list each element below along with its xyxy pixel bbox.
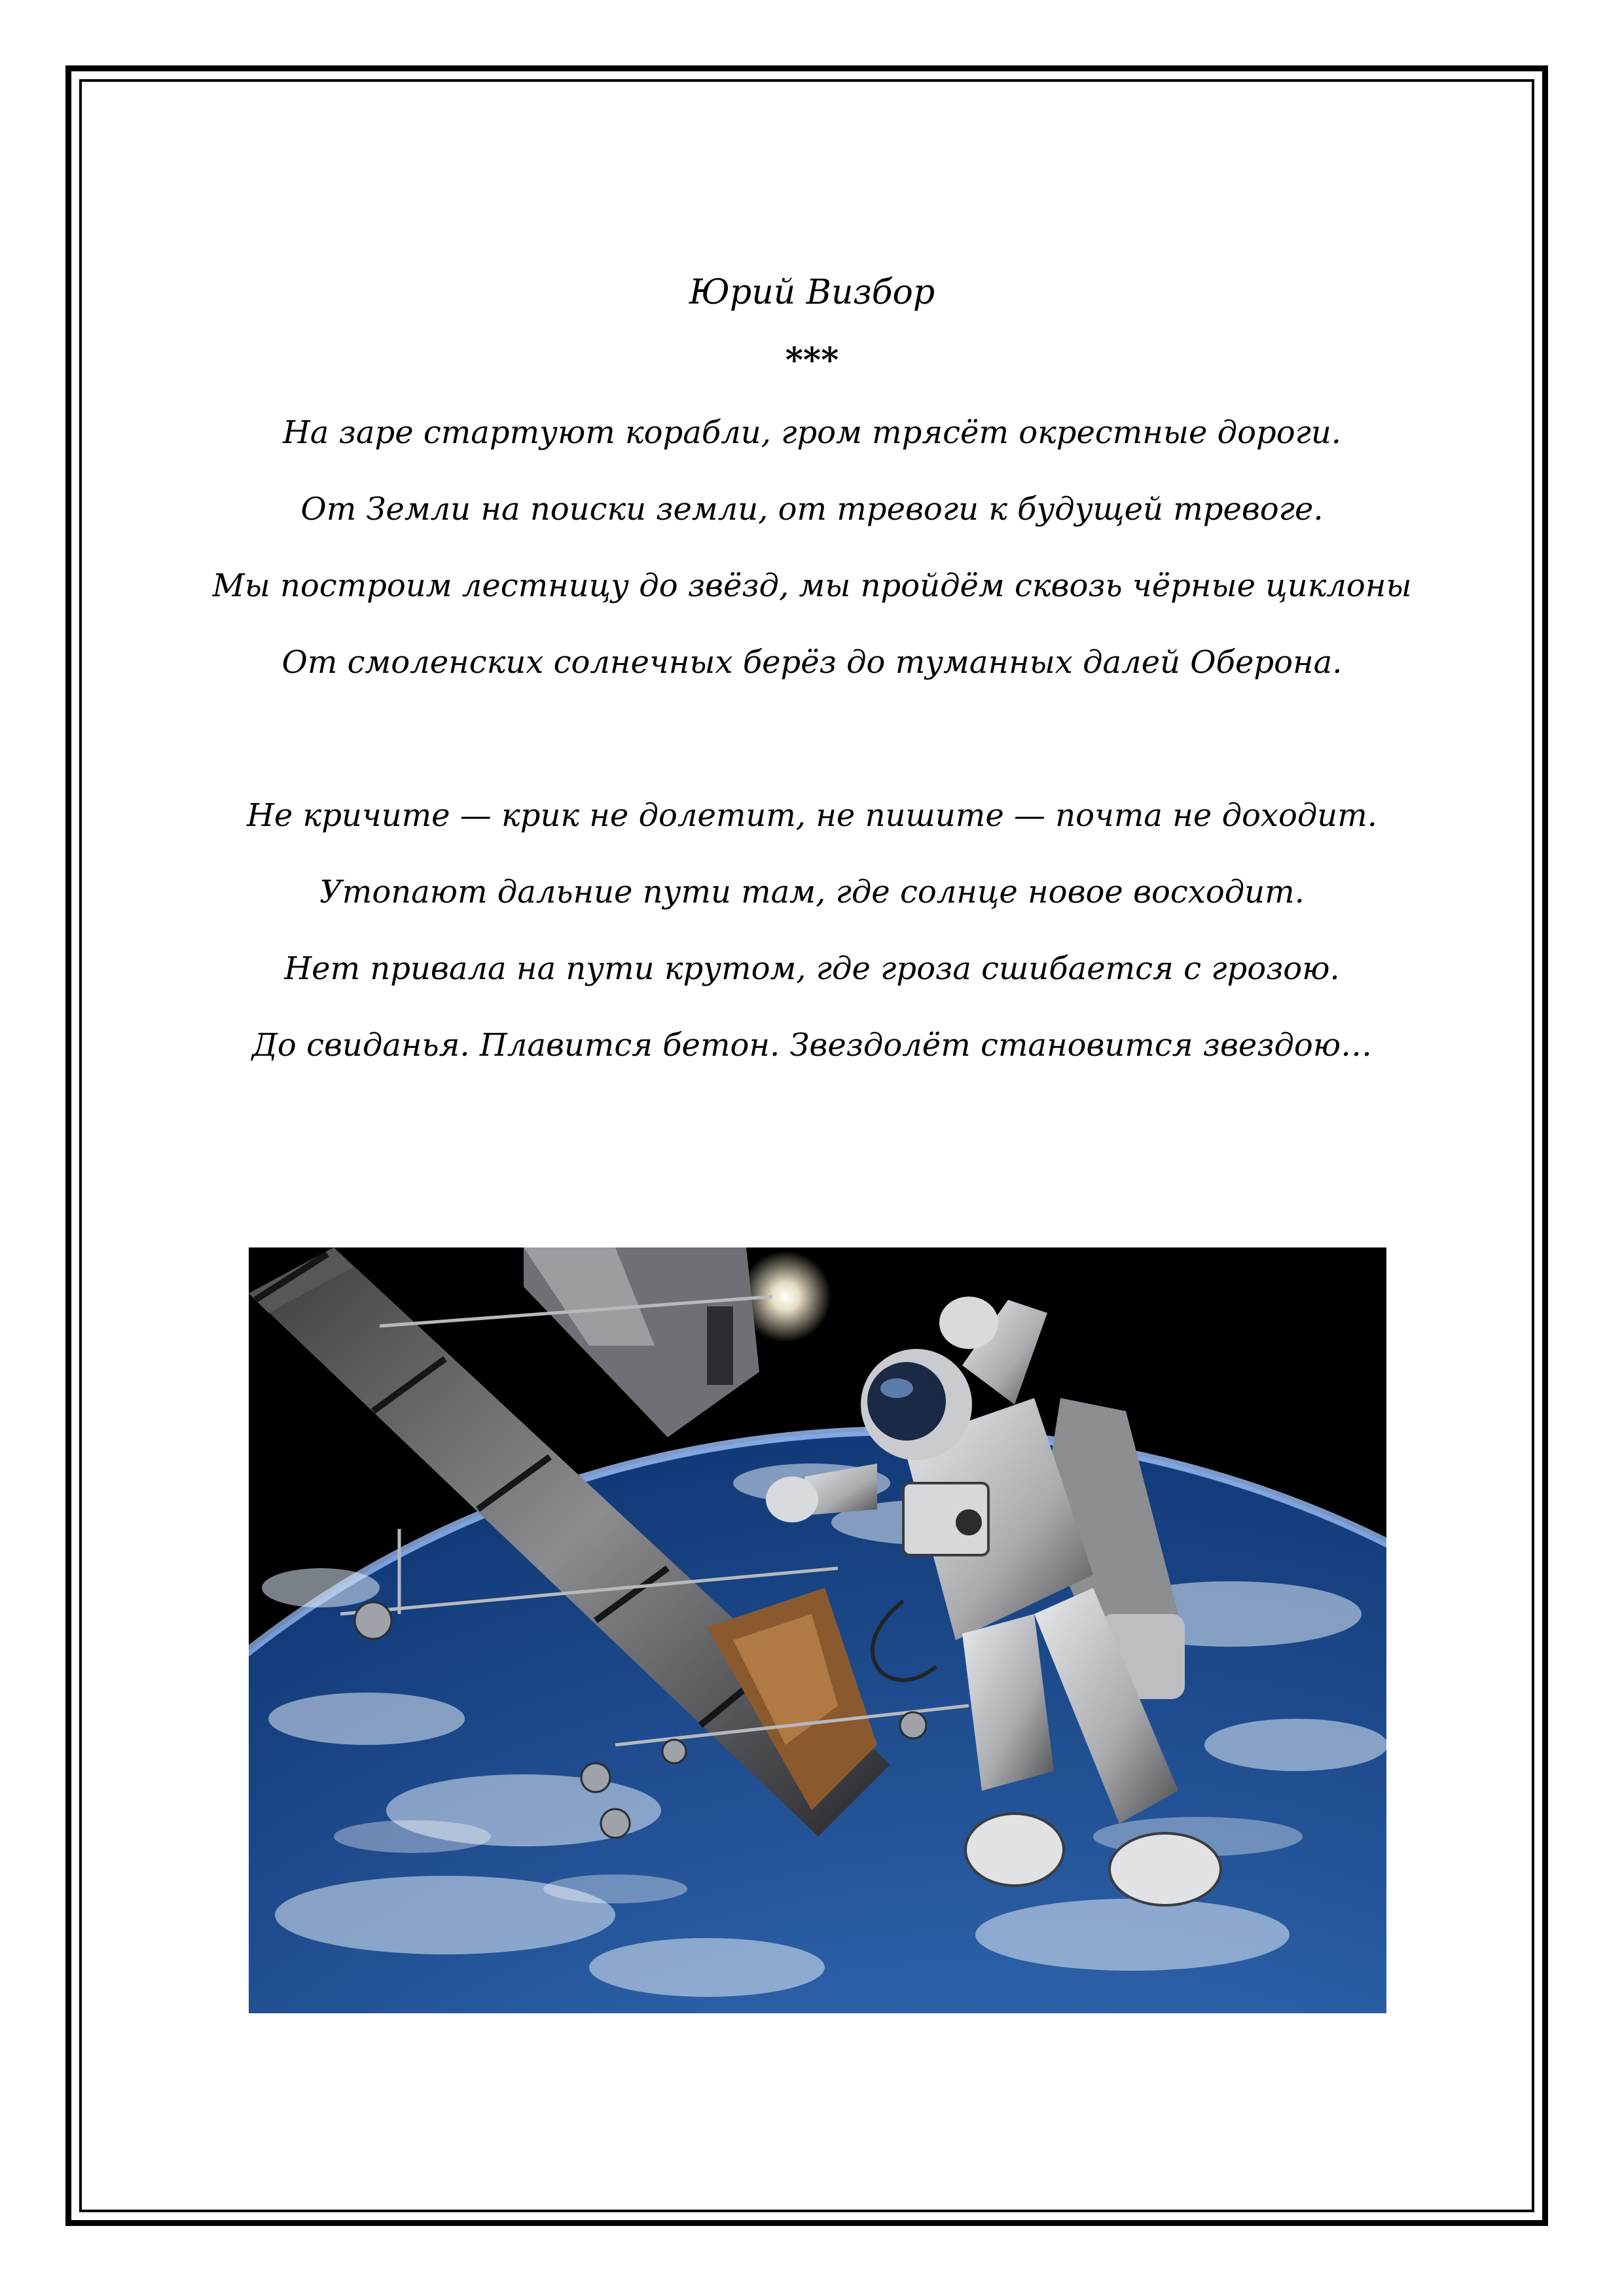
space-illustration — [249, 1247, 1386, 2013]
poem-line: От смоленских солнечных берёз до туманных далей Оберона. — [281, 644, 1343, 681]
poem-separator: *** — [785, 340, 839, 380]
poem-line: На заре стартуют корабли, гром трясёт окрестные дороги. — [282, 414, 1342, 451]
poem-line: Не кричите — крик не долетит, не пишите — почта не доходит. — [247, 797, 1377, 834]
stanza-gap — [131, 701, 1493, 778]
poem-line: Нет привала на пути крутом, где гроза сшибается с грозою. — [284, 950, 1340, 987]
poem-line: Мы построим лестницу до звёзд, мы пройдём сквозь чёрные циклоны — [212, 567, 1412, 604]
poem-line: Утопают дальние пути там, где солнце новое восходит. — [319, 874, 1305, 910]
poem-block — [131, 259, 1493, 1084]
poem-line: От Земли на поиски земли, от тревоги к будущей тревоге. — [300, 491, 1324, 528]
poem-line: До свиданья. Плавится бетон. Звездолёт становится звездою… — [251, 1027, 1373, 1064]
poem-author: Юрий Визбор — [689, 273, 935, 312]
